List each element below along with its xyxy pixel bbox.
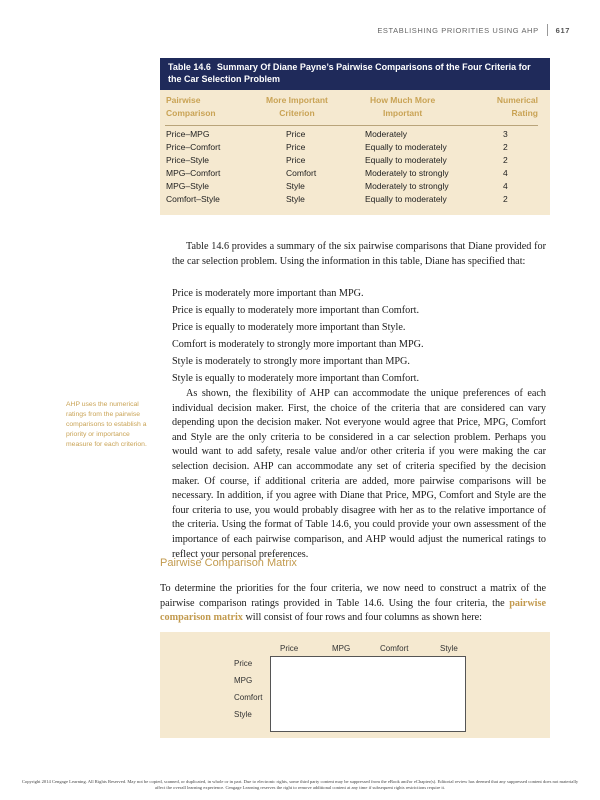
header-line: Numerical [496, 95, 538, 105]
table-cell: 2 [503, 155, 508, 165]
table-caption [160, 58, 550, 90]
statement-line: Comfort is moderately to strongly more important than MPG. [172, 339, 424, 350]
table-cell: MPG–Comfort [166, 168, 221, 178]
table-cell: Moderately to strongly [365, 181, 449, 191]
table-cell: Price–Style [166, 155, 209, 165]
section-heading: Pairwise Comparison Matrix [160, 557, 297, 569]
header-line: How Much More [370, 95, 436, 105]
matrix-paragraph-text: will consist of four rows and four columns as shown here: [242, 612, 482, 624]
table-cell: Price [286, 129, 306, 139]
header-line: More Important [266, 95, 328, 105]
table-cell: Price–MPG [166, 129, 210, 139]
matrix-row-label: Price [234, 659, 253, 668]
statement-line: Price is equally to moderately more important than Comfort. [172, 305, 419, 316]
table-cell: Equally to moderately [365, 142, 447, 152]
matrix-column-label: Comfort [380, 644, 409, 653]
table-number: Table 14.6 [168, 62, 211, 72]
matrix-paragraph [160, 582, 546, 626]
header-line: Criterion [279, 108, 315, 118]
statement-line: Price is equally to moderately more important than Style. [172, 322, 406, 333]
table-cell: Equally to moderately [365, 155, 447, 165]
copyright-notice: Copyright 2014 Cengage Learning. All Rights Reserved. May not be copied, scanned, or duplicated, in whole or in part. Due to electronic rights, some third party content may be suppressed from the eBook and/or eChapter(s). Editorial review has deemed that any suppressed content does not materially affect the overall learning experience. Cengage Learning reserves the right to remove additional content at any time if subsequent rights restrictions require it. [21, 779, 579, 790]
column-header-how-much-more [370, 94, 435, 120]
table-cell: Comfort [286, 168, 317, 178]
header-rule [165, 125, 538, 126]
running-title: ESTABLISHING PRIORITIES USING AHP [377, 26, 539, 35]
statement-line: Price is moderately more important than MPG. [172, 288, 364, 299]
statement-line: Style is equally to moderately more important than Comfort. [172, 373, 419, 384]
table-cell: Comfort–Style [166, 194, 220, 204]
table-cell: Price–Comfort [166, 142, 221, 152]
flexibility-paragraph: As shown, the flexibility of AHP can accommodate the unique preferences of each individual decision maker. First, the choice of the criteria that are considered can vary depending upon the decision maker. Not everyone would agree that Price, MPG, Comfort and Style are the only criteria to be considered in a car selection problem. Perhaps you would want to add safety, resale value and/or other criteria if you were making the car selection decision. AHP can accommodate any set of criteria specified by the decision maker. Of course, if additional criteria are added, more pairwise comparisons will be necessary. In addition, if you agree with Diane that Price, MPG, Comfort and Style are the four criteria to use, you would probably disagree with her as to the relative importance of the criteria. Using the format of Table 14.6, you could provide your own assessment of the importance of each pairwise comparison, and AHP would adjust the numerical ratings to reflect your personal preferences. [172, 388, 546, 560]
summary-table [160, 58, 550, 215]
table-title: Summary Of Diane Payne’s Pairwise Comparisons of the Four Criteria for the Car Selection Problem [168, 62, 531, 84]
matrix-grid [270, 656, 466, 732]
table-cell: MPG–Style [166, 181, 209, 191]
key-term: pairwise comparison matrix [160, 597, 546, 624]
table-cell: 4 [503, 181, 508, 191]
running-header [300, 24, 570, 38]
table-cell: 3 [503, 129, 508, 139]
matrix-column-label: MPG [332, 644, 351, 653]
matrix-paragraph-text: To determine the priorities for the four criteria, we now need to construct a matrix of the pairwise comparison ratings provided in Table 14.6. Using the four criteria, the [160, 583, 546, 609]
table-cell: Style [286, 194, 305, 204]
column-header-more-important [266, 94, 328, 120]
matrix-column-label: Style [440, 644, 458, 653]
matrix-row-label: Style [234, 710, 252, 719]
table-cell: Price [286, 142, 306, 152]
page-number: 617 [555, 26, 570, 35]
matrix-row-label: MPG [234, 676, 253, 685]
matrix-row-label: Comfort [234, 693, 263, 702]
table-cell: Moderately [365, 129, 408, 139]
table-cell: Price [286, 155, 306, 165]
header-line: Important [382, 108, 423, 118]
header-divider [547, 24, 548, 36]
pairwise-matrix-figure [160, 632, 550, 738]
header-line: Pairwise [166, 95, 201, 105]
margin-note: AHP uses the numerical ratings from the pairwise comparisons to establish a priority or importance measure for each criterion. [66, 401, 147, 448]
column-header-numerical-rating [482, 94, 538, 120]
table-cell: 2 [503, 142, 508, 152]
header-line: Comparison [166, 108, 216, 118]
matrix-column-label: Price [280, 644, 299, 653]
table-cell: Equally to moderately [365, 194, 447, 204]
intro-paragraph: Table 14.6 provides a summary of the six pairwise comparisons that Diane provided for the car selection problem. Using the information in this table, Diane has specified that: [172, 241, 546, 267]
table-cell: 4 [503, 168, 508, 178]
table-cell: Style [286, 181, 305, 191]
header-line: Rating [511, 108, 538, 118]
column-header-pairwise-comparison [166, 94, 216, 120]
table-cell: 2 [503, 194, 508, 204]
statement-line: Style is moderately to strongly more important than MPG. [172, 356, 410, 367]
table-cell: Moderately to strongly [365, 168, 449, 178]
